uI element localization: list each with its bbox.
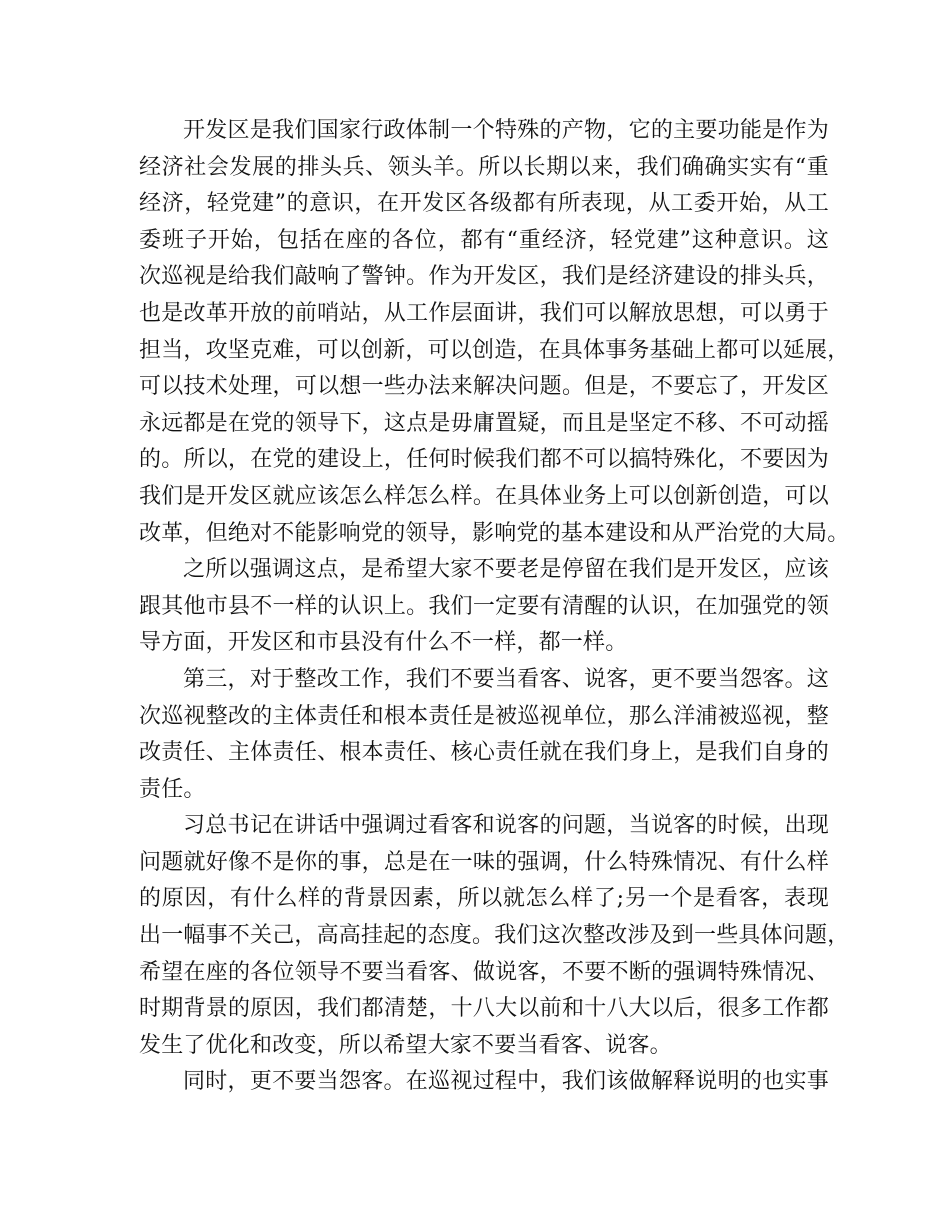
text-line: 开发区是我们国家行政体制一个特殊的产物，它的主要功能是作为 <box>183 118 829 143</box>
paragraph-1 <box>139 113 850 552</box>
text-line: 同时，更不要当怨客。在巡视过程中，我们该做解释说明的也实事 <box>183 1069 829 1095</box>
text-line: 经济，轻党建”的意识，在开发区各级都有所表现，从工委开始，从工 <box>139 191 829 217</box>
text-line: 的原因，有什么样的背景因素，所以就怎么样了;另一个是看客，表现 <box>139 886 829 912</box>
text-line: 习总书记在讲话中强调过看客和说客的问题，当说客的时候，出现 <box>183 813 829 839</box>
paragraph-3 <box>139 662 829 808</box>
text-line: 可以技术处理，可以想一些办法来解决问题。但是，不要忘了，开发区 <box>139 374 829 400</box>
text-line: 次巡视是给我们敲响了警钟。作为开发区，我们是经济建设的排头兵， <box>139 264 829 290</box>
text-line: 第三，对于整改工作，我们不要当看客、说客，更不要当怨客。这 <box>183 666 829 692</box>
paragraph-4 <box>139 808 850 1064</box>
text-line: 出一幅事不关己，高高挂起的态度。我们这次整改涉及到一些具体问题， <box>139 923 850 949</box>
text-line: 永远都是在党的领导下，这点是毋庸置疑，而且是坚定不移、不可动摇 <box>139 410 829 436</box>
text-line: 我们是开发区就应该怎么样怎么样。在具体业务上可以创新创造，可以 <box>139 483 829 509</box>
text-line: 时期背景的原因，我们都清楚，十八大以前和十八大以后，很多工作都 <box>139 996 829 1022</box>
paragraph-2 <box>139 552 829 662</box>
text-line: 的。所以，在党的建设上，任何时候我们都不可以搞特殊化，不要因为 <box>139 447 829 473</box>
text-line: 委班子开始，包括在座的各位，都有“重经济，轻党建”这种意识。这 <box>139 227 829 253</box>
text-line: 跟其他市县不一样的认识上。我们一定要有清醒的认识，在加强党的领 <box>139 593 829 619</box>
document-body <box>139 113 850 1101</box>
text-line: 之所以强调这点，是希望大家不要老是停留在我们是开发区，应该 <box>183 557 829 583</box>
text-line: 改责任、主体责任、根本责任、核心责任就在我们身上，是我们自身的 <box>139 740 829 766</box>
text-line: 担当，攻坚克难，可以创新，可以创造，在具体事务基础上都可以延展， <box>139 337 850 363</box>
text-line: 导方面，开发区和市县没有什么不一样，都一样。 <box>139 630 628 656</box>
text-line: 责任。 <box>139 776 206 802</box>
text-line: 经济社会发展的排头兵、领头羊。所以长期以来，我们确确实实有“重 <box>139 154 829 180</box>
text-line: 改革，但绝对不能影响党的领导，影响党的基本建设和从严治党的大局。 <box>139 520 850 546</box>
text-line: 发生了优化和改变，所以希望大家不要当看客、说客。 <box>139 1032 672 1058</box>
text-line: 希望在座的各位领导不要当看客、做说客，不要不断的强调特殊情况、 <box>139 959 829 985</box>
paragraph-5 <box>139 1064 829 1101</box>
text-line: 也是改革开放的前哨站，从工作层面讲，我们可以解放思想，可以勇于 <box>139 300 829 326</box>
text-line: 问题就好像不是你的事，总是在一味的强调，什么特殊情况、有什么样 <box>139 849 829 875</box>
text-line: 次巡视整改的主体责任和根本责任是被巡视单位，那么洋浦被巡视，整 <box>139 703 829 729</box>
